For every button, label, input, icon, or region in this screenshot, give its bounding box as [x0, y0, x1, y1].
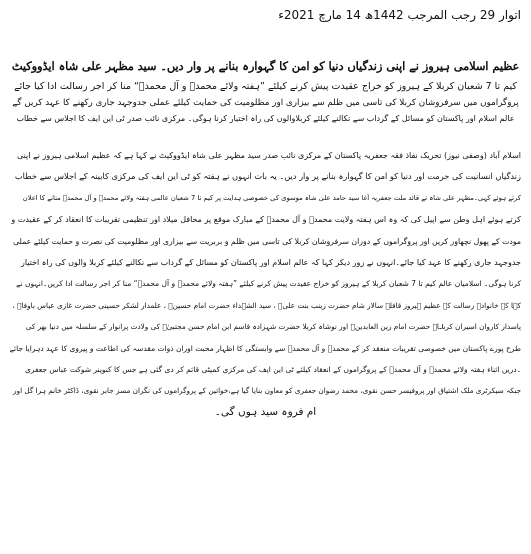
- body-line: پاسدار کاروان اسیران کربلاؑ حضرت امام زین العابدینؑ اور نوشاہ کربلا حضرت شہزادہ قاسم ابن امام حسن مجتبیٰؑ کی ولادت پرانوار کے سلسلہ میں دنیا بھر کی: [25, 322, 521, 332]
- body-line: جدوجہد جاری رکھنے کا عہد کیا جائے۔انہوں نے زور دیکر کہا کہ عالم اسلام اور پاکستان کو مسائل کے گرداب سے نکالنے کیلئے کربلا والوں کی راہ اختیار: [20, 258, 521, 268]
- body-line: مودت کے پھول نچھاور کریں اور پروگراموں کے دوران سرفروشان کربلا کی تاسی میں ظلم و بربریت سے بیزاری اور مظلومیت کی نصرت و حمایت کیلئے عملی: [13, 236, 521, 246]
- subheading-line: عالم اسلام اور پاکستان کو مسائل کے گرداب سے نکالنے کیلئے کربلاوالوں کی راہ اختیار کرنا ہوگی۔ مرکزی نائب صدر ٹی این ایف کا اجلاس سے خطاب: [16, 114, 515, 123]
- body-line: ۔دریں اثناء ہفتہ ولائے محمدؐ و آل محمدؐ کے پروگراموں کے انعقاد کیلئے ٹی این ایف کی مرکزی کمیٹی قائم کر دی گئی ہے جس کا کنوینر شوکت عباس جعفری: [24, 365, 521, 375]
- dateline: اتوار 29 رجب المرجب 1442ھ 14 مارچ 2021ء: [278, 8, 521, 22]
- subheading: [10, 79, 521, 127]
- subheading-line: کیم تا 7 شعبان کربلا کے ہیروز کو خراج عقیدت پیش کرنے کیلئے ”ہفتہ ولائے محمدؐ و آل محمدؐ“ منا کر اجر رسالت ادا کیا جائے: [14, 81, 517, 92]
- body-line: ام فروہ سید ہوں گی۔: [214, 405, 317, 418]
- article-body: [10, 145, 521, 423]
- body-line: زندگیاں انسانیت کی حرمت اور دنیا کو امن کا گہوارہ بنانے پر وار دیں۔ یہ بات انہوں نے ہفتہ کو ٹی این ایف کی مرکزی کابینہ کے اجلاس سے خطاب: [14, 171, 521, 182]
- body-line: کرنا ہوگی۔ اسلامیان عالم کیم تا 7 شعبان کربلا کے ہیروز کو خراج عقیدت پیش کرنے کیلئے ”ہفتہ ولائے محمدؐ و آل محمدؐ“ منا کر اجر رسالت ادا کریں۔انہوں نے: [16, 279, 521, 289]
- subheading-line: پروگراموں میں سرفروشان کربلا کی تاسی میں ظلم سے بیزاری اور مظلومیت کی حمایت کیلئے عملی جدوجہد جاری رکھنے کا عہد کریں گے: [12, 98, 519, 108]
- body-line: طرح پورے پاکستان میں خصوصی تقریبات منعقد کر کے محمدؐ و آل محمدؐ سے وابستگی کا اظہار محبت اوران ذوات مقدسہ کی اطاعت و پیروی کا عہد دہرایا جائے: [10, 343, 521, 353]
- body-line: کہا کہ خانوادہ رسالت کے عظیم ہیروز قافلہ سالار شام حضرت زینب بنت علیؑ ، سید الشہداء حضرت امام حسینؑ ، علمدار لشکر حسینی حضرت غازی عباس باوفاؑ ،: [12, 300, 521, 310]
- body-line: اسلام آباد (وصفی نیوز) تحریک نفاذ فقہ جعفریہ پاکستان کے مرکزی نائب صدر سید مظہر علی شاہ ایڈووکیٹ نے کہا ہے کہ عظیم اسلامی ہیروز نے اپنی: [16, 151, 521, 160]
- body-line: جبکہ سیکرٹری ملک اشتیاق اور پروفیسر حسن نقوی، محمد رضوان جعفری کو معاون بنایا گیا ہے،خواتین کے پروگراموں کی نگران مسز جابر نقوی، ڈاکٹر خانم ہرا گل اور: [13, 386, 521, 396]
- body-line: کرتے ہوئے کہی۔مظہر علی شاہ نے قائد ملت جعفریہ آغا سید حامد علی شاہ موسوی کی خصوصی ہدایت پر کیم تا 7 شعبان عالمی ہفتہ ولائے محمدؐ و آل محمدؐ منانے کا اعلان: [22, 193, 521, 202]
- headline: عظیم اسلامی ہیروز نے اپنی زندگیاں دنیا کو امن کا گہوارہ بنانے پر وار دیں۔ سید مظہر علی شاہ ایڈووکیٹ: [11, 59, 520, 73]
- body-line: کرتے ہوئے اہل وطن سے اپیل کی کہ وہ اس ہفتہ ولایت محمدؐ و آل محمدؐ کے مبارک موقع پر محافل میلاد اور تنظیمی تقریبات کا انعقاد کر کے عقیدت و: [11, 215, 521, 225]
